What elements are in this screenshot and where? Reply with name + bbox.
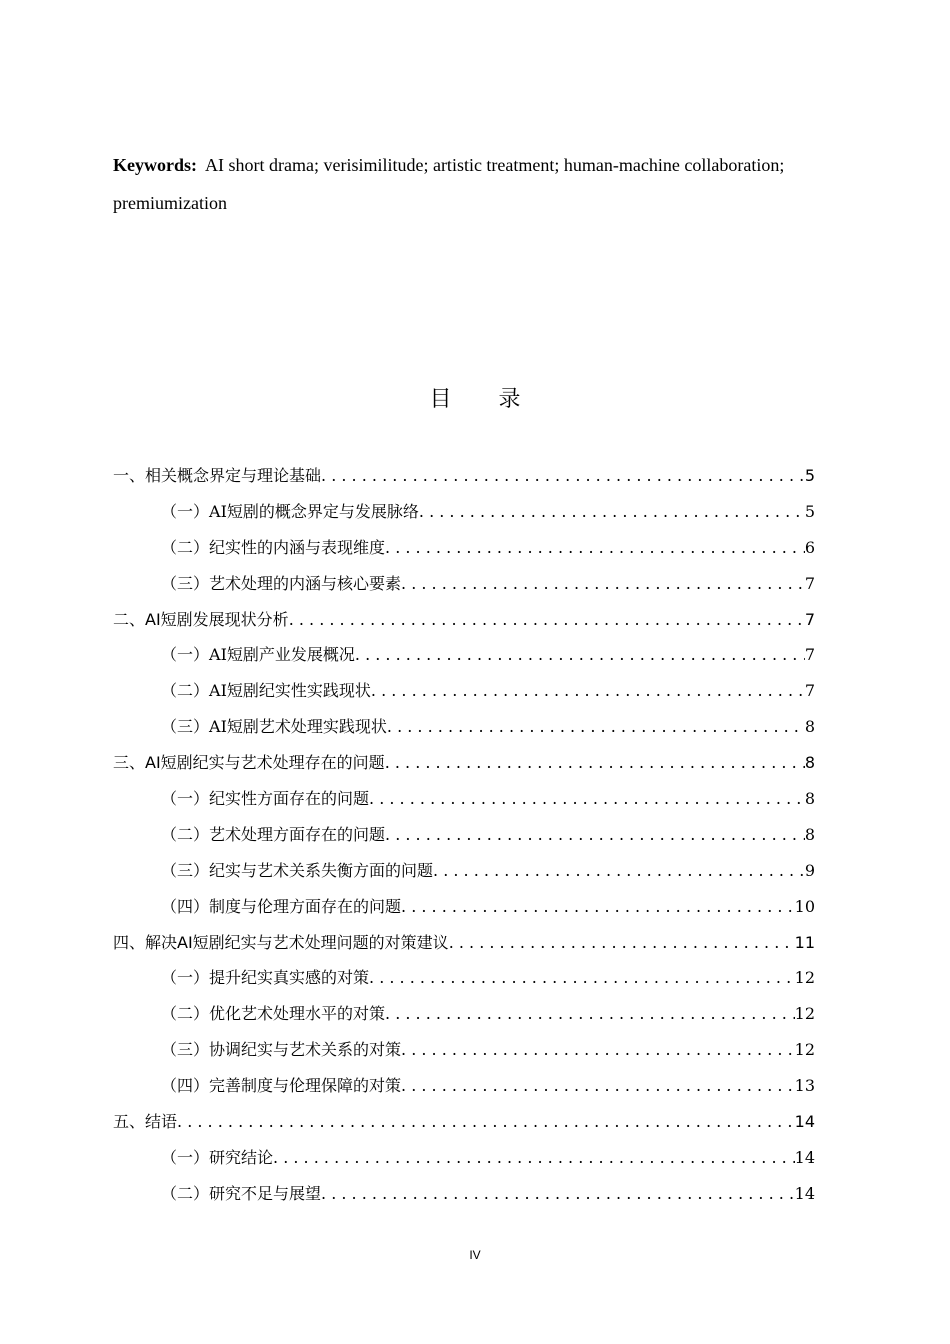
toc-entry-title: 解决AI短剧纪实与艺术处理问题的对策建议 [145,932,449,952]
toc-entry-page: 10 [794,896,815,916]
toc-entry-page: 9 [804,860,815,880]
toc-leader-dots [355,637,805,673]
toc-leader-dots [371,673,805,709]
toc-entry-title: AI短剧纪实与艺术处理存在的问题 [145,753,385,773]
toc-leader-dots [387,709,805,745]
keywords-text: AI short drama; verisimilitude; artistic treatment; human-machine collaboration; premiumization [113,155,785,213]
toc-entry-page: 8 [804,717,815,737]
toc-entry-title: 提升纪实真实感的对策 [209,968,370,988]
toc-leader-dots [419,494,805,530]
toc-entry-title: 纪实与艺术关系失衡方面的问题 [209,860,434,880]
toc-subentry[interactable] [113,673,815,709]
toc-entry-number: （一） [161,789,210,809]
toc-entry-page: 14 [794,1147,815,1167]
toc-entry-page: 5 [804,501,815,521]
toc-leader-dots [433,853,805,889]
keywords-paragraph [113,146,835,222]
toc-entry-number: （二） [161,1004,210,1024]
toc-entry-number: 二、 [113,609,146,629]
toc-entry-number: 三、 [113,753,146,773]
toc-subentry[interactable] [113,1068,815,1104]
toc-subentry[interactable] [113,960,815,996]
toc-entry-page: 11 [794,932,815,952]
toc-entry-page: 12 [794,968,815,988]
toc-entry-number: （二） [161,824,210,844]
toc-leader-dots [289,602,805,638]
toc-leader-dots [401,566,805,602]
toc-leader-dots [369,960,795,996]
toc-entry-number: （一） [161,645,210,665]
toc-entry-number: （二） [161,537,210,557]
toc-entry-title: 协调纪实与艺术关系的对策 [209,1040,402,1060]
toc-subentry[interactable] [113,889,815,925]
toc-entry[interactable] [113,458,815,494]
toc-entry-number: （一） [161,968,210,988]
toc-entry-number: （三） [161,573,210,593]
toc-subentry[interactable] [113,996,815,1032]
toc-entry-title: AI短剧的概念界定与发展脉络 [209,501,419,521]
toc-entry[interactable] [113,602,815,638]
toc-entry-number: （三） [161,1040,210,1060]
toc-entry-title: AI短剧纪实性实践现状 [209,681,371,701]
toc-leader-dots [321,1176,795,1212]
page-number: IV [469,1248,481,1262]
toc-entry-number: （四） [161,1076,210,1096]
toc-entry-page: 7 [804,681,815,701]
toc-entry-title: 艺术处理方面存在的问题 [209,824,386,844]
toc-subentry[interactable] [113,709,815,745]
toc-leader-dots [385,996,795,1032]
toc-entry-page: 7 [804,573,815,593]
toc-entry-page: 5 [804,466,815,485]
toc-entry-title: AI短剧产业发展概况 [209,645,355,665]
toc-entry-number: （四） [161,896,210,916]
toc-subentry[interactable] [113,1032,815,1068]
toc-leader-dots [177,1104,795,1140]
toc-entry-title: 纪实性的内涵与表现维度 [209,537,386,557]
toc-entry-title: 相关概念界定与理论基础 [145,466,322,485]
toc-entry-title: 研究结论 [209,1147,274,1167]
toc-entry-page: 7 [804,609,815,629]
toc-entry-title: 优化艺术处理水平的对策 [209,1004,386,1024]
toc-entry[interactable] [113,1104,815,1140]
toc-leader-dots [385,745,805,781]
toc-entry-title: 结语 [145,1112,178,1132]
toc-subentry[interactable] [113,566,815,602]
toc-entry-title: 制度与伦理方面存在的问题 [209,896,402,916]
toc-entry-number: （一） [161,1147,210,1167]
toc-entry-page: 13 [794,1076,815,1096]
toc-leader-dots [385,530,805,566]
toc-subentry[interactable] [113,817,815,853]
toc-entry-title: 完善制度与伦理保障的对策 [209,1076,402,1096]
toc-leader-dots [449,925,795,961]
toc-entry[interactable] [113,925,815,961]
toc-entry-page: 6 [804,537,815,557]
toc-title: 目 录 [429,387,541,412]
toc-leader-dots [385,817,805,853]
toc-entry-number: 一、 [113,466,146,485]
toc-leader-dots [273,1140,795,1176]
toc-entry-title: 研究不足与展望 [209,1183,322,1203]
toc-leader-dots [401,889,795,925]
toc-entry[interactable] [113,745,815,781]
toc-entry-page: 12 [794,1040,815,1060]
toc-entry-number: （二） [161,1183,210,1203]
toc-entry-number: （二） [161,681,210,701]
toc-subentry[interactable] [113,781,815,817]
toc-entry-number: （三） [161,860,210,880]
toc-entry-page: 7 [804,645,815,665]
toc-entry-number: 四、 [113,932,146,952]
toc-leader-dots [401,1032,795,1068]
toc-entry-title: AI短剧艺术处理实践现状 [209,717,387,737]
toc-subentry[interactable] [113,637,815,673]
toc-entry-title: AI短剧发展现状分析 [145,609,289,629]
toc-entry-number: 五、 [113,1112,146,1132]
toc-entry-title: 艺术处理的内涵与核心要素 [209,573,402,593]
toc-subentry[interactable] [113,530,815,566]
toc-entry-page: 8 [804,824,815,844]
toc-entry-number: （一） [161,501,210,521]
toc-subentry[interactable] [113,494,815,530]
table-of-contents [113,458,815,1212]
toc-entry-page: 14 [794,1112,815,1132]
toc-entry-page: 8 [804,789,815,809]
toc-entry-number: （三） [161,717,210,737]
toc-subentry[interactable] [113,1176,815,1212]
toc-leader-dots [401,1068,795,1104]
toc-entry-page: 8 [804,753,815,773]
toc-leader-dots [369,781,805,817]
toc-entry-page: 12 [794,1004,815,1024]
toc-subentry[interactable] [113,853,815,889]
toc-entry-page: 14 [794,1183,815,1203]
toc-entry-title: 纪实性方面存在的问题 [209,789,370,809]
toc-leader-dots [321,458,805,494]
toc-subentry[interactable] [113,1140,815,1176]
keywords-label: Keywords: [113,155,197,175]
